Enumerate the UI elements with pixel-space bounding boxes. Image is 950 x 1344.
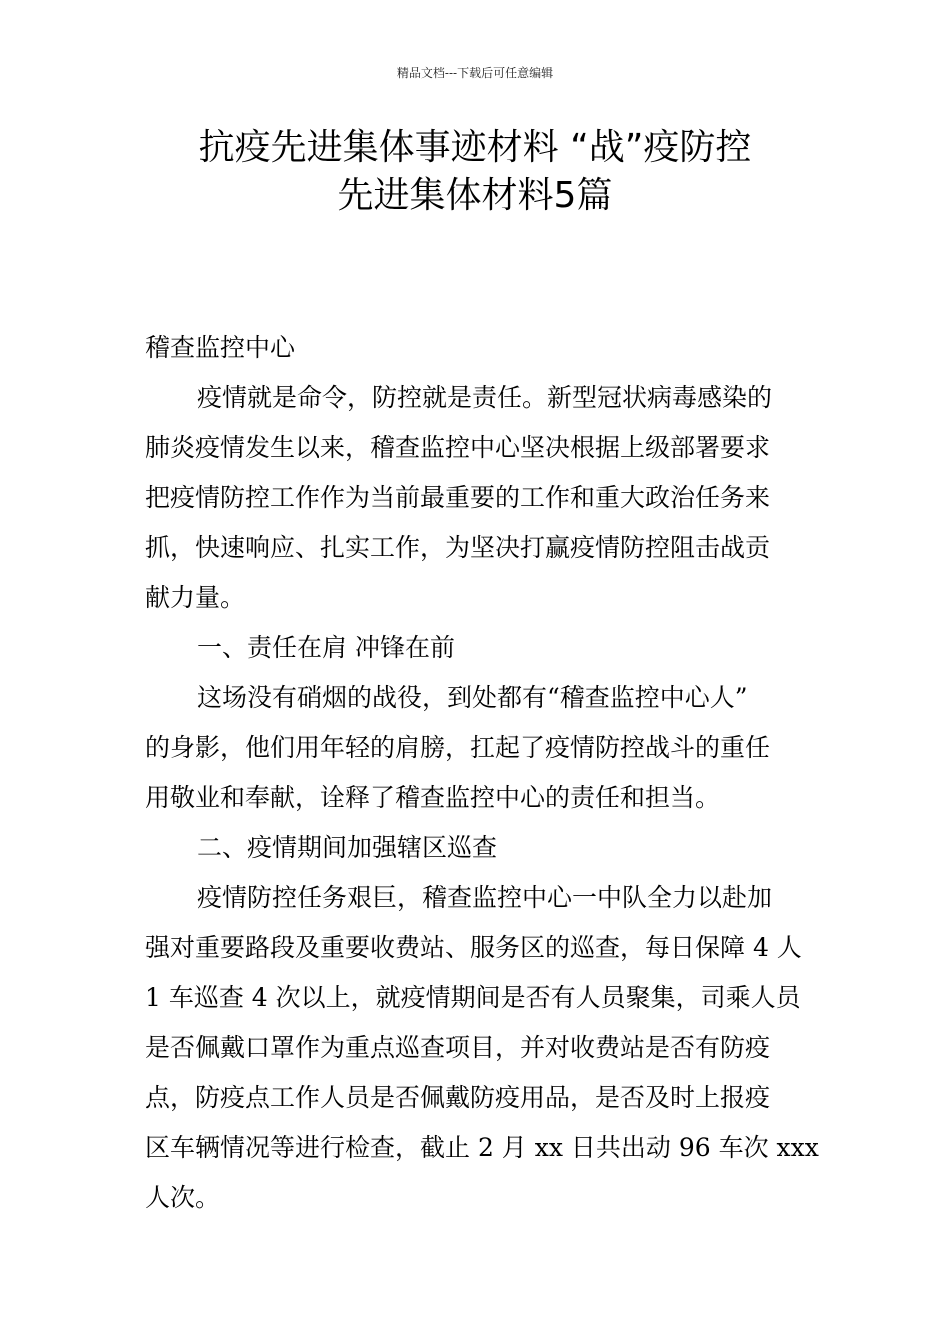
body-line: 肺炎疫情发生以来，稽查监控中心坚决根据上级部署要求: [145, 433, 771, 462]
body-line: 疫情防控任务艰巨，稽查监控中心一中队全力以赴加: [197, 883, 773, 912]
section-label: 稽查监控中心: [145, 333, 296, 362]
body-line: 的身影，他们用年轻的肩膀，扛起了疫情防控战斗的重任: [145, 733, 771, 762]
body-line: 人次。: [145, 1183, 221, 1212]
body-line: 点，防疫点工作人员是否佩戴防疫用品，是否及时上报疫: [145, 1083, 771, 1112]
title-line-1: 抗疫先进集体事迹材料 “战”疫防控: [198, 127, 752, 168]
body-line: 强对重要路段及重要收费站、服务区的巡查，每日保障 4 人: [145, 933, 802, 962]
body-line: 用敬业和奉献，诠释了稽查监控中心的责任和担当。: [145, 783, 721, 812]
body-line: 献力量。: [145, 583, 246, 612]
body-line: 把疫情防控工作作为当前最重要的工作和重大政治任务来: [145, 483, 771, 512]
body-line: 这场没有硝烟的战役，到处都有“稽查监控中心人”: [197, 683, 748, 712]
document-title: [130, 124, 820, 220]
body-line: 疫情就是命令，防控就是责任。新型冠状病毒感染的: [197, 383, 773, 412]
document-body: [145, 323, 819, 1223]
title-line-2: 先进集体材料5篇: [337, 175, 613, 216]
section-heading: 一、责任在肩 冲锋在前: [197, 633, 455, 662]
body-line: 抓，快速响应、扎实工作，为坚决打赢疫情防控阻击战贡: [145, 533, 771, 562]
body-line: 区车辆情况等进行检查，截止 2 月 xx 日共出动 96 车次 xxx: [145, 1133, 819, 1162]
section-heading: 二、疫情期间加强辖区巡查: [197, 833, 498, 862]
body-line: 是否佩戴口罩作为重点巡查项目，并对收费站是否有防疫: [145, 1033, 771, 1062]
header-note: 精品文档---下载后可任意编辑: [396, 66, 554, 80]
body-line: 1 车巡查 4 次以上，就疫情期间是否有人员聚集，司乘人员: [145, 983, 801, 1012]
